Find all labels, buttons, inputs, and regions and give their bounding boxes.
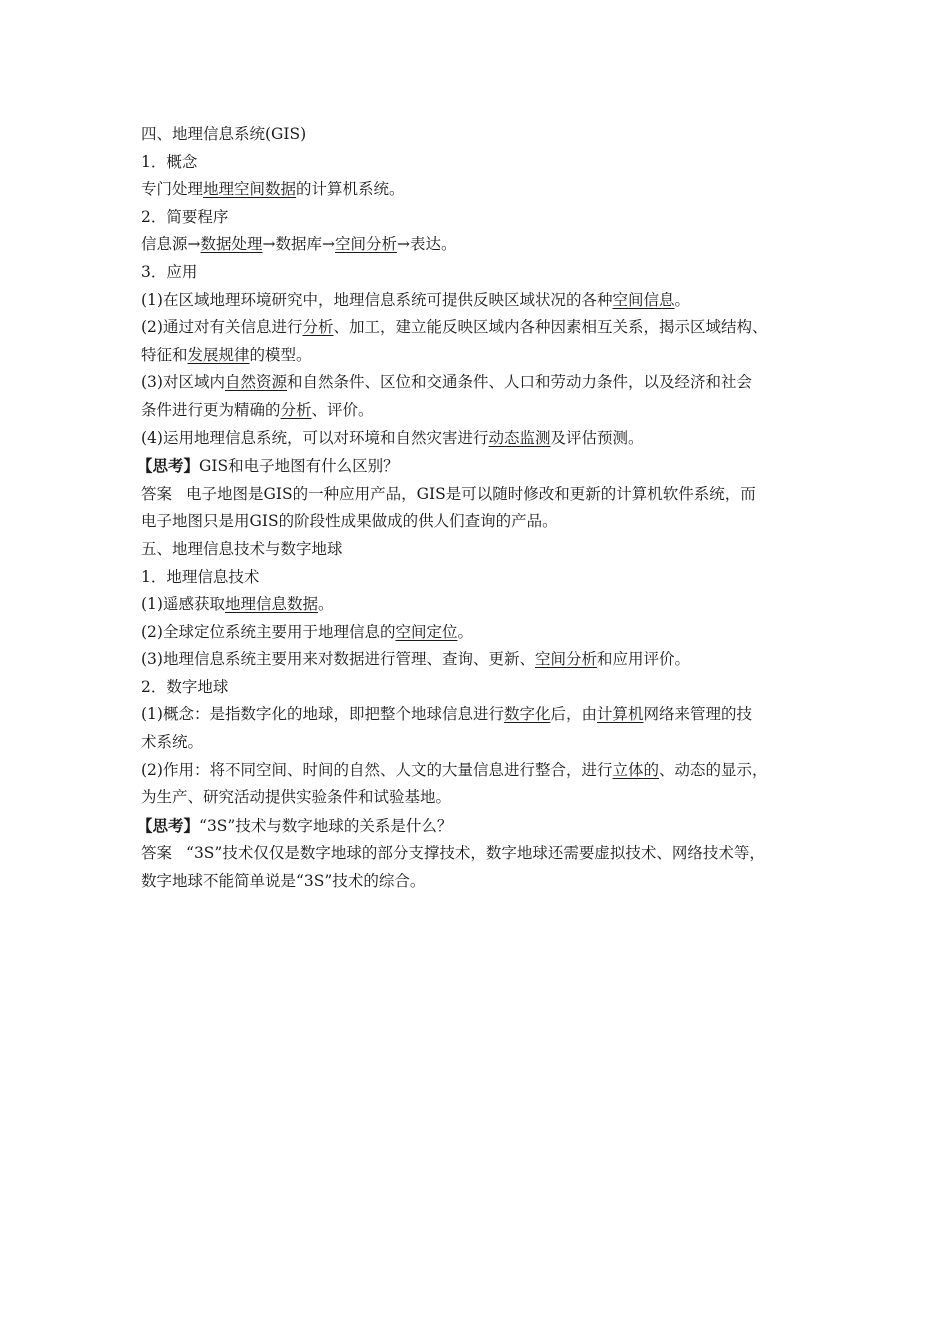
subheading: 3．应用 <box>141 262 198 281</box>
answer-continued: 电子地图只是用GIS的阶段性成果做成的供人们查询的产品。 <box>141 512 558 531</box>
answer: 答案 “3S”技术仅仅是数字地球的部分支撑技术，数字地球还需要虚拟技术、网络技术等， <box>141 844 765 863</box>
paragraph-continued: 条件进行更为精确的分析、评价。 <box>141 400 374 419</box>
paragraph: (1)在区域地理环境研究中，地理信息系统可提供反映区域状况的各种空间信息。 <box>141 290 690 309</box>
section-heading: 四、地理信息系统(GIS) <box>141 125 307 143</box>
paragraph-continued: 为生产、研究活动提供实验条件和试验基地。 <box>141 788 452 807</box>
underlined-term: 地理空间数据 <box>203 180 297 199</box>
document-body <box>137 121 821 896</box>
paragraph: (1)遥感获取地理信息数据。 <box>141 595 334 614</box>
underlined-term: 数据处理 <box>200 235 263 254</box>
subheading: 1．地理信息技术 <box>141 567 260 586</box>
think-tag: 【思考】 <box>137 456 200 476</box>
underlined-term: 立体的 <box>612 760 659 779</box>
subheading: 1．概念 <box>141 152 198 171</box>
underlined-term: 分析 <box>280 400 312 419</box>
underlined-term: 分析 <box>302 318 334 337</box>
underlined-term: 计算机 <box>597 705 644 724</box>
paragraph: (2)作用：将不同空间、时间的自然、人文的大量信息进行整合，进行立体的、动态的显示， <box>141 760 768 779</box>
section-heading: 五、地理信息技术与数字地球 <box>141 539 343 558</box>
answer-continued: 数字地球不能简单说是“3S”技术的综合。 <box>141 872 426 891</box>
paragraph: (4)运用地理信息系统，可以对环境和自然灾害进行动态监测及评估预测。 <box>141 428 644 447</box>
think-question: 【思考】“3S”技术与数字地球的关系是什么？ <box>137 815 453 835</box>
underlined-term: 空间信息 <box>612 290 675 309</box>
paragraph-continued: 特征和发展规律的模型。 <box>141 345 312 364</box>
answer-label: 答案 <box>141 484 173 503</box>
underlined-term: 自然资源 <box>224 373 287 392</box>
underlined-term: 数字化 <box>503 705 551 724</box>
paragraph: (3)对区域内自然资源和自然条件、区位和交通条件、人口和劳动力条件，以及经济和社会 <box>141 373 752 392</box>
paragraph-continued: 术系统。 <box>141 733 204 752</box>
underlined-term: 空间定位 <box>395 622 458 641</box>
paragraph: (3)地理信息系统主要用来对数据进行管理、查询、更新、空间分析和应用评价。 <box>141 650 690 669</box>
answer-label: 答案 <box>141 844 173 863</box>
paragraph: (2)全球定位系统主要用于地理信息的空间定位。 <box>141 622 473 641</box>
paragraph: 专门处理地理空间数据的计算机系统。 <box>141 180 405 199</box>
subheading: 2．简要程序 <box>141 207 229 226</box>
paragraph: (2)通过对有关信息进行分析、加工，建立能反映区域内各种因素相互关系，揭示区域结构、 <box>141 318 768 337</box>
think-tag: 【思考】 <box>137 815 200 835</box>
underlined-term: 发展规律 <box>187 345 250 364</box>
underlined-term: 动态监测 <box>488 428 551 447</box>
paragraph: 信息源→数据处理→数据库→空间分析→表达。 <box>141 235 457 254</box>
think-question: 【思考】GIS和电子地图有什么区别？ <box>137 456 399 476</box>
underlined-term: 空间分析 <box>335 235 398 254</box>
underlined-term: 空间分析 <box>534 650 597 669</box>
underlined-term: 地理信息数据 <box>224 595 318 614</box>
answer: 答案 电子地图是GIS的一种应用产品，GIS是可以随时修改和更新的计算机软件系统，而 <box>141 484 756 503</box>
paragraph: (1)概念：是指数字化的地球，即把整个地球信息进行数字化后，由计算机网络来管理的技 <box>141 705 753 724</box>
subheading: 2．数字地球 <box>141 677 229 696</box>
